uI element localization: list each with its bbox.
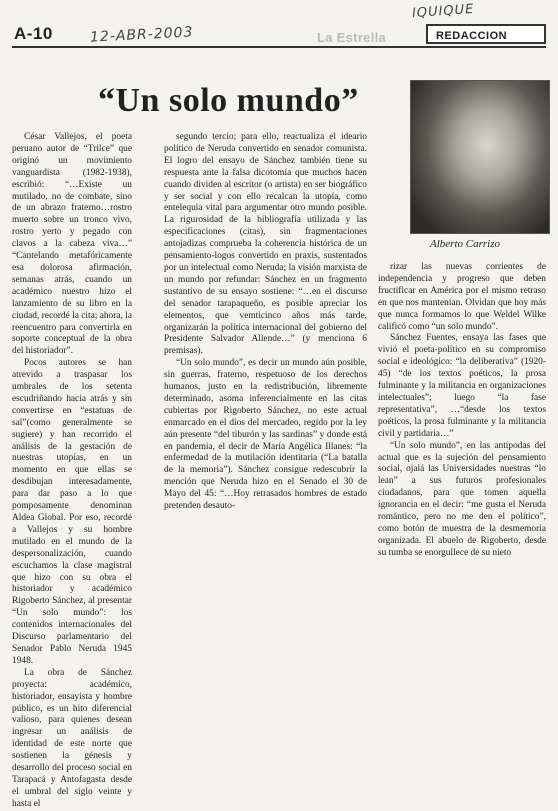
photo-caption: Alberto Carrizo — [430, 238, 500, 250]
paragraph: Sánchez Fuentes, ensaya las fases que vivió el poeta-político en su compromiso social e ideológico: “la deliberativa” (1920-45) “de los textos poéticos, la prosa fulminante y la militancia en organizaciones intelectuales”; luego “la fase representativa”, …“desde los textos poéticos, la prosa fulminante y la militancia civil y partidaria…” — [378, 333, 546, 439]
article-column-3 — [378, 262, 546, 600]
paragraph: rizar las nuevas corrientes de independencia y progreso que deben fructificar en América por el mismo retraso en que nos mantenían. Olvidan que hoy más que nunca formamos lo que Weldel Wilke calificó como “un solo mundo”. — [378, 262, 546, 332]
handwritten-date: 12-ABR-2003 — [89, 24, 194, 46]
header-rule — [12, 46, 546, 48]
section-tag: REDACCION — [426, 24, 546, 44]
author-photo — [410, 80, 550, 234]
paragraph: “Un solo mundo”, es decir un mundo aún posible, sin guerras, fraterno, respetuoso de los derechos humanos, justo en la redistribución, libremente determinado, asoma inferencialmente en las citas cubiertas por Rigoberto Sánchez, no este actual enmarcado en el dios del mercadeo, regido por la ley aún presente “del tiburón y las sardinas” y donde está en pandemia, el decir de María Angélica Illanes: “la enfermedad de la mutilación identitaria (“La batalla de la memoria”). Sánchez consigue redescubrir la mención que Neruda hizo en el Senado el 30 de Mayo del 45: “…Hoy retrasados hombres de estado pretenden desauto- — [164, 358, 367, 512]
paragraph: César Vallejos, el poeta peruano autor de “Trilce” que originó un movimiento vanguardista (1982-1938), escribió: “…Existe un mutilado, no de combate, sino de un abrazo fraterno…rostro muerto sobre un tronco vivo, rostro yerto y pegado con clavos a la cabeza viva…” “Cantelando metafóricamente esa dolorosa afirmación, semanas atrás, cuando un académico nuestro hizo el lanzamiento de su libro en la ciudad, recordé la cita; ahora, la reencuentro para convertirla en soporte conceptual de la obra del historiador”. — [12, 132, 132, 357]
paragraph: Pocos autores se han atrevido a traspasar los umbrales de los setenta escudriñando hacia atrás y sin convertirse en “estatuas de sal”(como generalmente se sugiere) y han recorrido el análisis de la gestación de nuestras utopías, en un momento en que ellas se desdibujan interesadamente, para dar paso a lo que pomposamente denominan Aldea Global. Por eso, recordé a Vallejos y su hombre mutilado en el mundo de la despersonalización, cuando escuchamos la clase magistral que hizo con su obra el historiador y académico Rigoberto Sánchez, al presentar “Un solo mundo”: los contenidos internacionales del Discurso parlamentario del Senador Pablo Neruda 1945 1948. — [12, 358, 132, 666]
article-column-1 — [12, 132, 132, 809]
paragraph: segundo tercio; para ello, reactualiza el ideario político de Neruda convertido en senador comunista. El logro del ensayo de Sánchez también tiene su respuesta ante la falsa dicotomía que muchos hacen cuando dividen al escritor (o artista) en ser biográfico y ser social y con ello recalcan la utopía, como entelequia vital para argumentar otro mundo posible. La rigurosidad de la bibliografía utilizada y las especificaciones (citas), sin fragmentaciones antojadizas comprueba la coherencia histórica de un pensamiento-logos convertido en praxis, sustentados por un intelectual como Neruda; la visión marxista de un mundo por refundar: Sánchez en un fragmento sustantivo de su ensayo sostiene: “…en el discurso del senador tarapaqueño, es posible apreciar los elementos, que vemticinco años más tarde, organizarán la política internacional del gobierno del Presidente Salvador Allende…” (y menciona 6 premisas). — [164, 132, 367, 357]
page-number: A-10 — [14, 24, 53, 43]
article-headline: “Un solo mundo” — [98, 82, 359, 119]
handwritten-city: IQUIQUE — [411, 1, 475, 22]
paragraph: “Un solo mundo”, en las antípodas del actual que es la sujeción del pensamiento social, ojalá las Universidades nuestras “lo lean” a sus futuros profesionales ciudadanos, para que tomen aquella ignorancia en el decir: “me gusta el Neruda romántico, pero no me den el político”, como botón de muestra de la desmemoria organizada. El abuelo de Rigoberto, desde su tumba se enorgullece de su nieto — [378, 440, 546, 558]
section-label: La Estrella — [317, 30, 387, 45]
article-column-2 — [164, 132, 367, 600]
paragraph: La obra de Sánchez proyecta: académico, historiador, ensayista y hombre público, es un hito diferencial valioso, para quienes desean ingresar un análisis de identidad de este norte que sostienen la génesis y desarrollo del proceso social en Tarapacá y Antofagasta desde el umbral del siglo veinte y hasta el — [12, 667, 132, 809]
